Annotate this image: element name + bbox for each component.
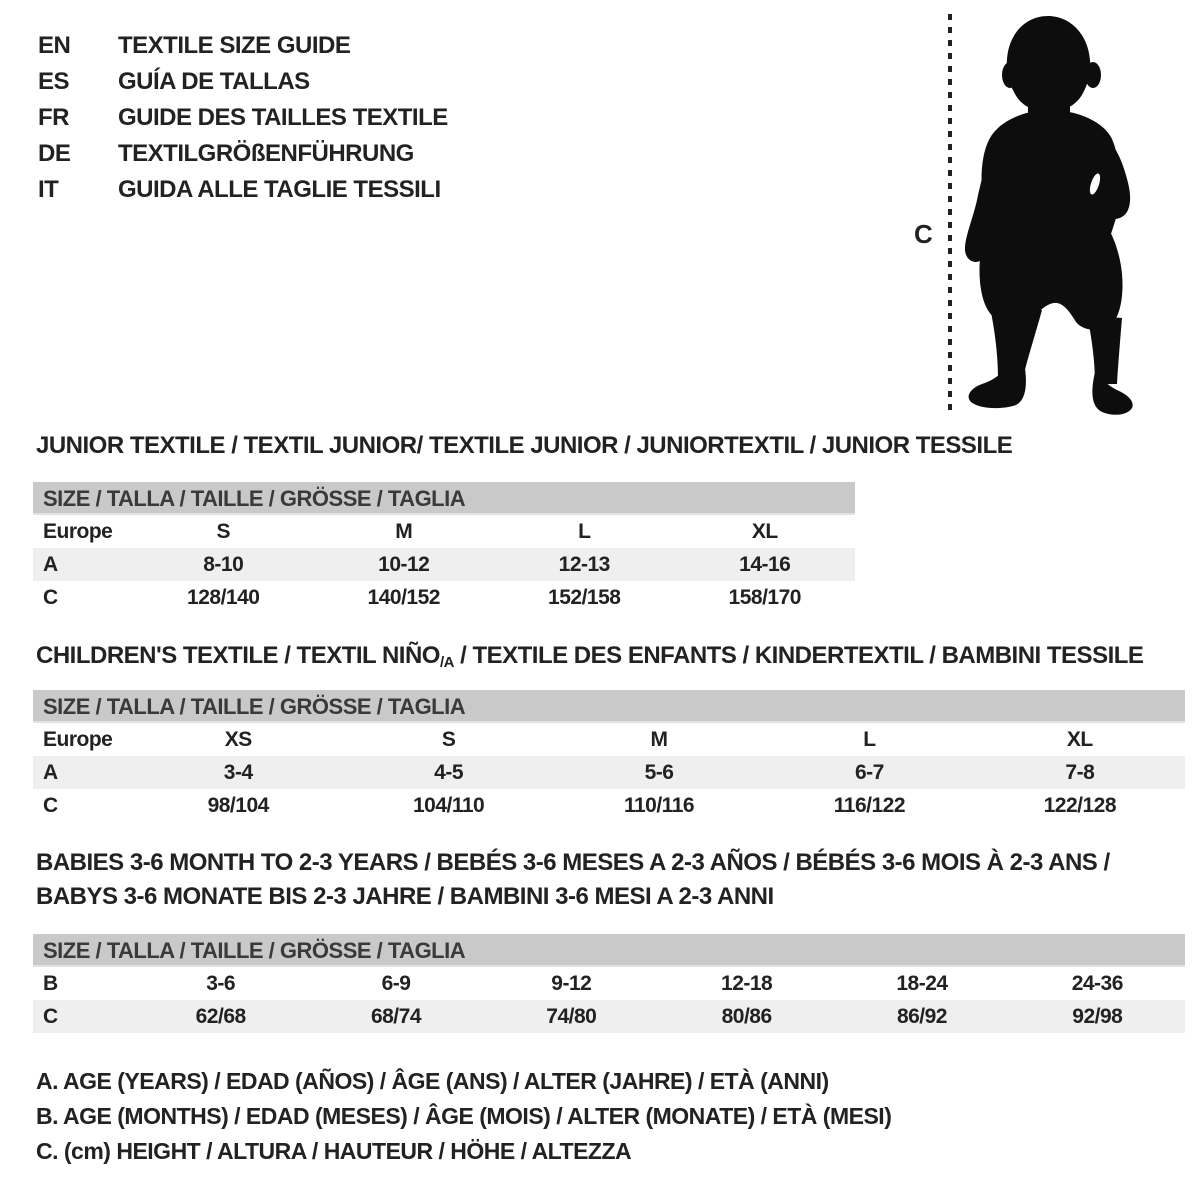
size-value-cell: 98/104 <box>207 794 269 817</box>
measurement-legend <box>36 1064 891 1169</box>
table-row <box>33 967 1185 1000</box>
row-label-cell: Europe <box>43 728 113 751</box>
size-value-cell: 3-6 <box>206 972 236 995</box>
size-value-cell: S <box>216 520 230 543</box>
size-value-cell: 8-10 <box>203 553 244 576</box>
size-value-cell: 110/116 <box>623 794 695 817</box>
legend-line-c: C. (cm) HEIGHT / ALTURA / HAUTEUR / HÖHE / ALTEZZA <box>36 1138 632 1164</box>
row-label-cell: B <box>43 972 58 995</box>
size-value-cell: 152/158 <box>548 586 621 609</box>
size-value-cell: 18-24 <box>896 972 948 995</box>
babies-heading-line2: BABYS 3-6 MONATE BIS 2-3 JAHRE / BAMBINI 3-6 MESI A 2-3 ANNI <box>36 883 774 910</box>
size-value-cell: 12-13 <box>558 553 610 576</box>
language-title-block <box>38 28 448 208</box>
size-value-cell: XL <box>751 520 778 543</box>
row-label-cell: C <box>43 794 58 817</box>
height-measure-dashed-line <box>948 14 952 416</box>
legend-line-b: B. AGE (MONTHS) / EDAD (MESES) / ÂGE (MOIS) / ALTER (MONATE) / ETÀ (MESI) <box>36 1103 892 1129</box>
babies-heading-line1: BABIES 3-6 MONTH TO 2-3 YEARS / BEBÉS 3-6 MESES A 2-3 AÑOS / BÉBÉS 3-6 MOIS À 2-3 ANS / <box>36 849 1110 876</box>
size-value-cell: 6-7 <box>854 761 884 784</box>
guide-title: GUIDE DES TAILLES TEXTILE <box>118 104 448 131</box>
size-value-cell: 104/110 <box>412 794 485 817</box>
children-size-bar: SIZE / TALLA / TAILLE / GRÖSSE / TAGLIA <box>33 690 1185 723</box>
size-value-cell: 92/98 <box>1072 1005 1123 1028</box>
table-row <box>33 723 1185 756</box>
row-label-cell: Europe <box>43 520 113 543</box>
children-heading-subscript: /A <box>439 654 454 671</box>
size-value-cell: 122/128 <box>1043 794 1117 817</box>
table-row <box>33 515 855 548</box>
row-label-cell: C <box>43 586 58 609</box>
size-value-cell: 128/140 <box>187 586 260 609</box>
size-value-cell: 4-5 <box>434 761 464 784</box>
language-row <box>38 28 448 64</box>
size-value-cell: 62/68 <box>195 1005 246 1028</box>
size-value-cell: 116/122 <box>833 794 906 817</box>
guide-title: GUÍA DE TALLAS <box>118 68 310 95</box>
guide-title: TEXTILE SIZE GUIDE <box>118 32 351 59</box>
junior-size-table <box>33 482 855 614</box>
size-value-cell: 5-6 <box>644 761 674 784</box>
language-code: FR <box>38 104 69 131</box>
babies-size-table <box>33 934 1185 1033</box>
table-row <box>33 581 855 614</box>
language-code: ES <box>38 68 70 95</box>
babies-size-bar: SIZE / TALLA / TAILLE / GRÖSSE / TAGLIA <box>33 934 1185 967</box>
size-value-cell: L <box>578 520 591 543</box>
size-value-cell: XL <box>1066 728 1093 751</box>
size-value-cell: 158/170 <box>728 586 801 609</box>
guide-title: GUIDA ALLE TAGLIE TESSILI <box>118 176 441 203</box>
size-value-cell: 68/74 <box>370 1005 422 1028</box>
size-value-cell: 9-12 <box>551 972 592 995</box>
size-value-cell: 80/86 <box>721 1005 772 1028</box>
size-value-cell: 10-12 <box>378 553 430 576</box>
language-row <box>38 172 448 208</box>
size-value-cell: 74/80 <box>546 1005 597 1028</box>
size-value-cell: M <box>395 520 413 543</box>
size-value-cell: S <box>441 728 456 751</box>
guide-title: TEXTILGRÖßENFÜHRUNG <box>118 140 414 167</box>
junior-size-bar: SIZE / TALLA / TAILLE / GRÖSSE / TAGLIA <box>33 482 855 515</box>
babies-section-heading <box>36 846 1110 914</box>
legend-line-a: A. AGE (YEARS) / EDAD (AÑOS) / ÂGE (ANS) / ALTER (JAHRE) / ETÀ (ANNI) <box>36 1068 829 1094</box>
size-value-cell: 12-18 <box>721 972 773 995</box>
size-value-cell: 14-16 <box>739 553 791 576</box>
language-row <box>38 136 448 172</box>
size-value-cell: L <box>863 728 876 751</box>
table-row <box>33 789 1185 822</box>
table-row <box>33 548 855 581</box>
size-value-cell: XS <box>224 728 252 751</box>
toddler-silhouette-icon <box>962 12 1137 420</box>
children-heading-part1: CHILDREN'S TEXTILE / TEXTIL NIÑO <box>36 642 440 669</box>
table-row <box>33 756 1185 789</box>
language-code: DE <box>38 140 71 167</box>
size-value-cell: 3-4 <box>223 761 253 784</box>
size-value-cell: 24-36 <box>1071 972 1123 995</box>
row-label-cell: C <box>43 1005 58 1028</box>
language-code: IT <box>38 176 59 203</box>
row-label-cell: A <box>43 761 58 784</box>
table-row <box>33 1000 1185 1033</box>
language-row <box>38 100 448 136</box>
children-section-heading <box>36 644 1143 671</box>
children-size-table <box>33 690 1185 822</box>
children-heading-part2: / TEXTILE DES ENFANTS / KINDERTEXTIL / BAMBINI TESSILE <box>453 642 1144 669</box>
height-measure-label: C <box>914 219 933 249</box>
language-row <box>38 64 448 100</box>
size-value-cell: 6-9 <box>381 972 411 995</box>
junior-section-heading: JUNIOR TEXTILE / TEXTIL JUNIOR/ TEXTILE JUNIOR / JUNIORTEXTIL / JUNIOR TESSILE <box>36 432 1013 459</box>
row-label-cell: A <box>43 553 58 576</box>
size-value-cell: 86/92 <box>896 1005 947 1028</box>
size-value-cell: 140/152 <box>367 586 440 609</box>
language-code: EN <box>38 32 71 59</box>
size-value-cell: M <box>650 728 668 751</box>
size-value-cell: 7-8 <box>1065 761 1095 784</box>
